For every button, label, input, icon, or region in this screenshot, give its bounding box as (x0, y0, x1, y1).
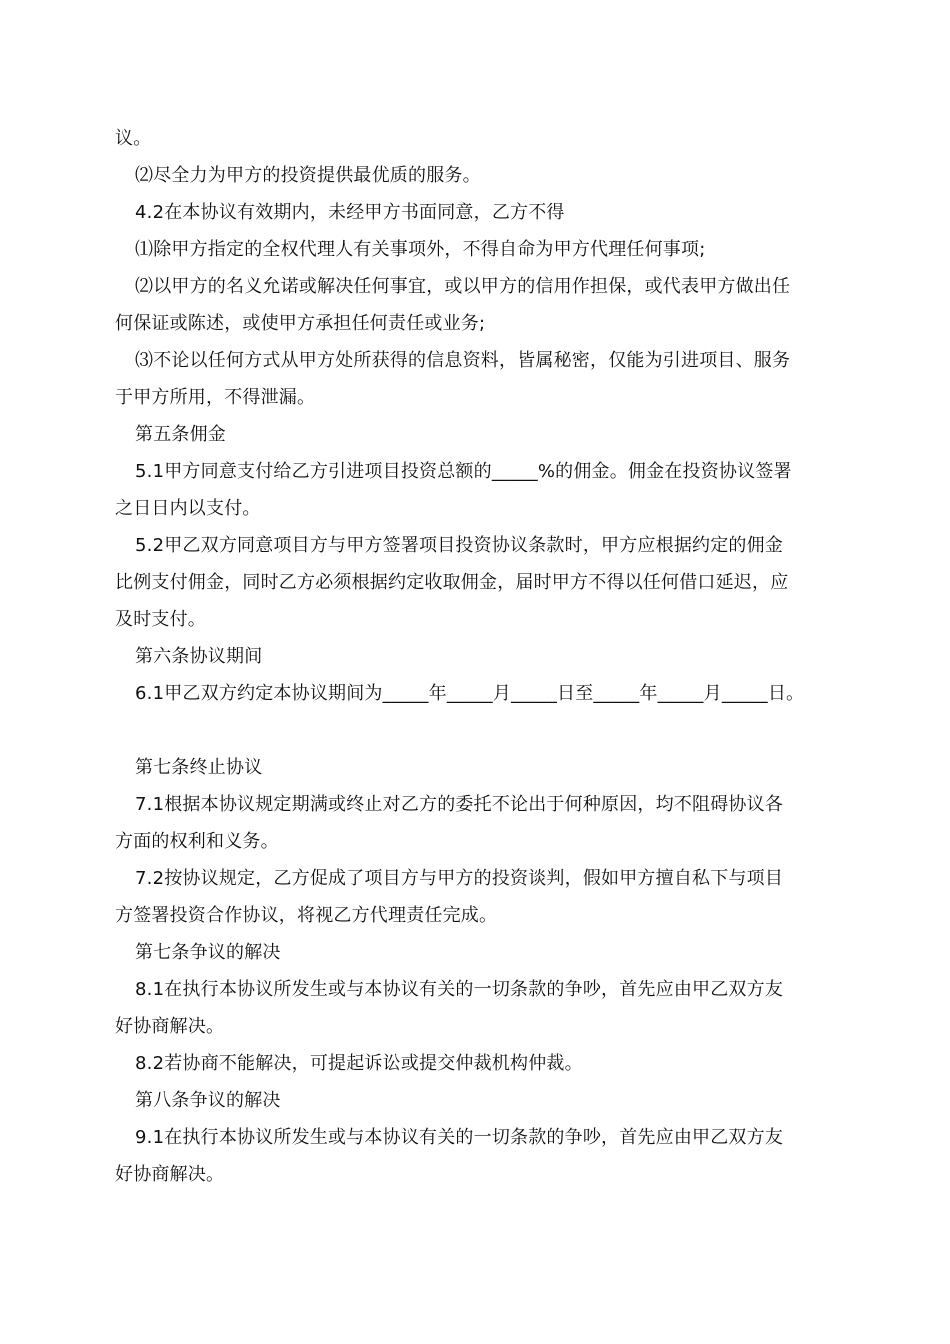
paragraph-line: 比例支付佣金，同时乙方必须根据约定收取佣金，届时甲方不得以任何借口延迟，应 (115, 572, 789, 593)
section-heading: 第七条终止协议 (135, 757, 263, 778)
paragraph-line: ⑴除甲方指定的全权代理人有关事项外，不得自命为甲方代理任何事项; (135, 239, 706, 260)
paragraph-line: 5.1甲方同意支付给乙方引进项目投资总额的_____%的佣金。佣金在投资协议签署 (135, 461, 792, 482)
paragraph-line: 5.2甲乙双方同意项目方与甲方签署项目投资协议条款时，甲方应根据约定的佣金 (135, 535, 784, 556)
paragraph-line: 及时支付。 (115, 609, 206, 630)
paragraph-line: 方面的权利和义务。 (115, 831, 279, 852)
paragraph-line: 8.2若协商不能解决，可提起诉讼或提交仲裁机构仲裁。 (135, 1053, 583, 1074)
paragraph-line: 方签署投资合作协议，将视乙方代理责任完成。 (115, 905, 498, 926)
paragraph-line: 7.1根据本协议规定期满或终止对乙方的委托不论出于何种原因，均不阻碍协议各 (135, 794, 784, 815)
section-heading: 第七条争议的解决 (135, 942, 281, 963)
paragraph-line: 9.1在执行本协议所发生或与本协议有关的一切条款的争吵，首先应由甲乙双方友 (135, 1127, 784, 1148)
paragraph-line: 议。 (115, 128, 152, 149)
paragraph-line: 之日日内以支付。 (115, 498, 261, 519)
paragraph-line: 8.1在执行本协议所发生或与本协议有关的一切条款的争吵，首先应由甲乙双方友 (135, 979, 784, 1000)
section-heading: 第八条争议的解决 (135, 1090, 281, 1111)
document-body (115, 120, 835, 1193)
blank-line (115, 712, 835, 749)
paragraph-line: ⑵尽全力为甲方的投资提供最优质的服务。 (135, 165, 481, 186)
paragraph-line: 好协商解决。 (115, 1016, 225, 1037)
section-heading: 第六条协议期间 (135, 646, 263, 667)
section-heading: 第五条佣金 (135, 424, 226, 445)
paragraph-line: 6.1甲乙双方约定本协议期间为_____年_____月_____日至_____年_____月_____日。 (135, 683, 805, 704)
paragraph-line: 4.2在本协议有效期内，未经甲方书面同意，乙方不得 (135, 202, 565, 223)
paragraph-line: ⑶不论以任何方式从甲方处所获得的信息资料，皆属秘密，仅能为引进项目、服务 (135, 350, 791, 371)
paragraph-line: ⑵以甲方的名义允诺或解决任何事宜，或以甲方的信用作担保，或代表甲方做出任 (135, 276, 791, 297)
paragraph-line: 何保证或陈述，或使甲方承担任何责任或业务; (115, 313, 486, 334)
paragraph-line: 于甲方所用，不得泄漏。 (115, 387, 316, 408)
paragraph-line: 7.2按协议规定，乙方促成了项目方与甲方的投资谈判，假如甲方擅自私下与项目 (135, 868, 784, 889)
paragraph-line: 好协商解决。 (115, 1164, 225, 1185)
